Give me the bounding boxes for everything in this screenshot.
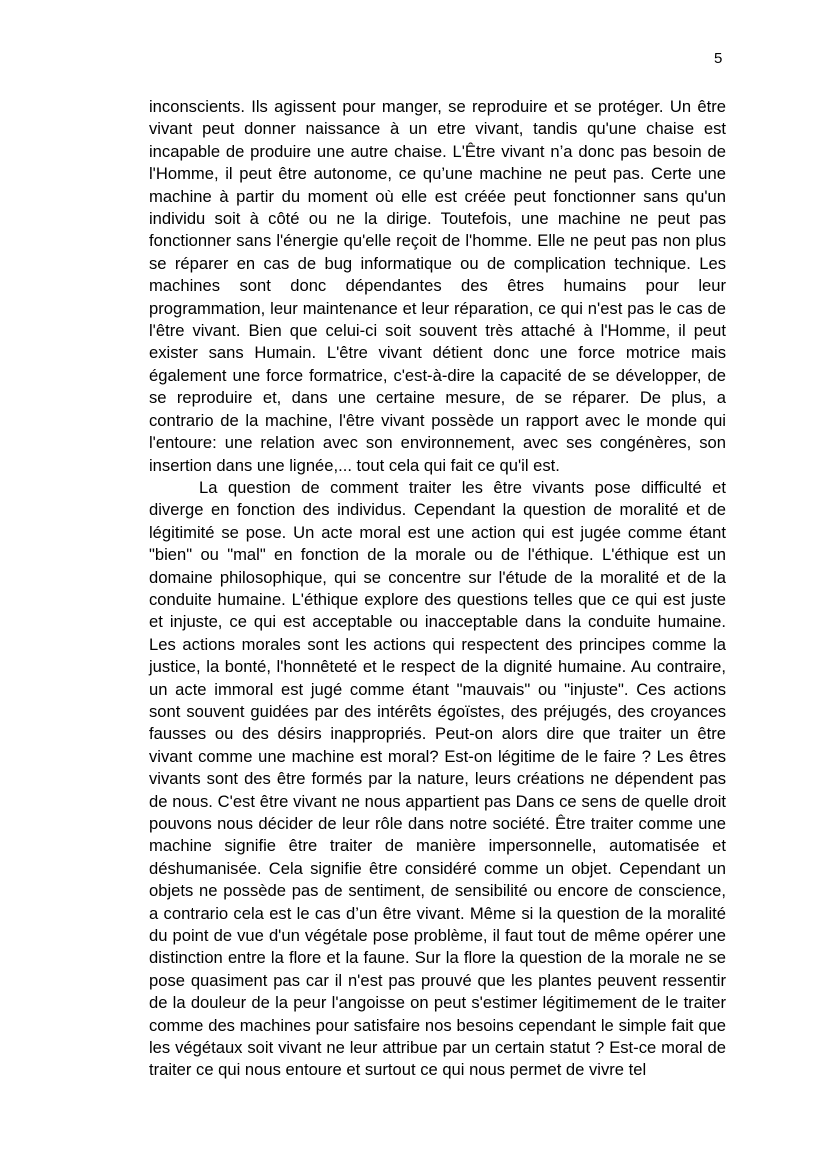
paragraph-morality-question: La question de comment traiter les être vivants pose difficulté et diverge en fonction des individus. Cependant la question de moralité et de légitimité se pose. Un acte moral est une action qui est jugée comme étant "bien" ou "mal" en fonction de la morale ou de l'éthique. L'éthique est un domaine philosophique, qui se concentre sur l'étude de la moralité et de la conduite humaine. L'éthique explore des questions telles que ce qui est juste et injuste, ce qui est acceptable ou inacceptable dans la conduite humaine. Les actions morales sont les actions qui respectent des principes comme la justice, la bonté, l'honnêteté et le respect de la dignité humaine. Au contraire, un acte immoral est jugé comme étant "mauvais" ou "injuste". Ces actions sont souvent guidées par des intérêts égoïstes, des préjugés, des croyances fausses ou des désirs inappropriés. Peut-on alors dire que traiter un être vivant comme une machine est moral? Est-on légitime de le faire ? Les êtres vivants sont des être formés par la nature, leurs créations ne dépendent pas de nous. C'est être vivant ne nous appartient pas Dans ce sens de quelle droit pouvons nous décider de leur rôle dans notre société. Être traiter comme une machine signifie être traiter de manière impersonnelle, automatisée et déshumanisée. Cela signifie être considéré comme un objet. Cependant un objets ne possède pas de sentiment, de sensibilité ou encore de conscience, a contrario cela est le cas d’un être vivant. Même si la question de la moralité du point de vue d'un végétale pose problème, il faut tout de même opérer une distinction entre la flore et la faune. Sur la flore la question de la morale ne se pose quasiment pas car il n'est pas prouvé que les plantes peuvent ressentir de la douleur de la peur l'angoisse on peut s'estimer légitimement de le traiter comme des machines pour satisfaire nos besoins cependant le simple fait que les végétaux soit vivant ne leur attribue par un certain statut ? Est-ce moral de traiter ce qui nous entoure et surtout ce qui nous permet de vivre tel [149, 477, 726, 1080]
page-number: 5 [714, 50, 723, 67]
body-text [149, 96, 726, 1082]
paragraph-living-beings-autonomy: inconscients. Ils agissent pour manger, se reproduire et se protéger. Un être vivant peut donner naissance à un etre vivant, tandis qu'une chaise est incapable de produire une autre chaise. L'Être vivant n’a donc pas besoin de l'Homme, il peut être autonome, ce qu’une machine ne peut pas. Certe une machine à partir du moment où elle est créée peut fonctionner sans qu'un individu soit à côté ou ne la dirige. Toutefois, une machine ne peut pas fonctionner sans l'énergie qu'elle reçoit de l'homme. Elle ne peut pas non plus se réparer en cas de bug informatique ou de complication technique. Les machines sont donc dépendantes des êtres humains pour leur programmation, leur maintenance et leur réparation, ce qui n'est pas le cas de l'être vivant. Bien que celui-ci soit souvent très attaché à l'Homme, il peut exister sans Humain. L'être vivant détient donc une force motrice mais également une force formatrice, c'est-à-dire la capacité de se développer, de se reproduire et, dans une certaine mesure, de se réparer. De plus, a contrario de la machine, l'être vivant possède un rapport avec le monde qui l'entoure: une relation avec son environnement, avec ses congénères, son insertion dans une lignée,... tout cela qui fait ce qu'il est. [149, 97, 726, 475]
